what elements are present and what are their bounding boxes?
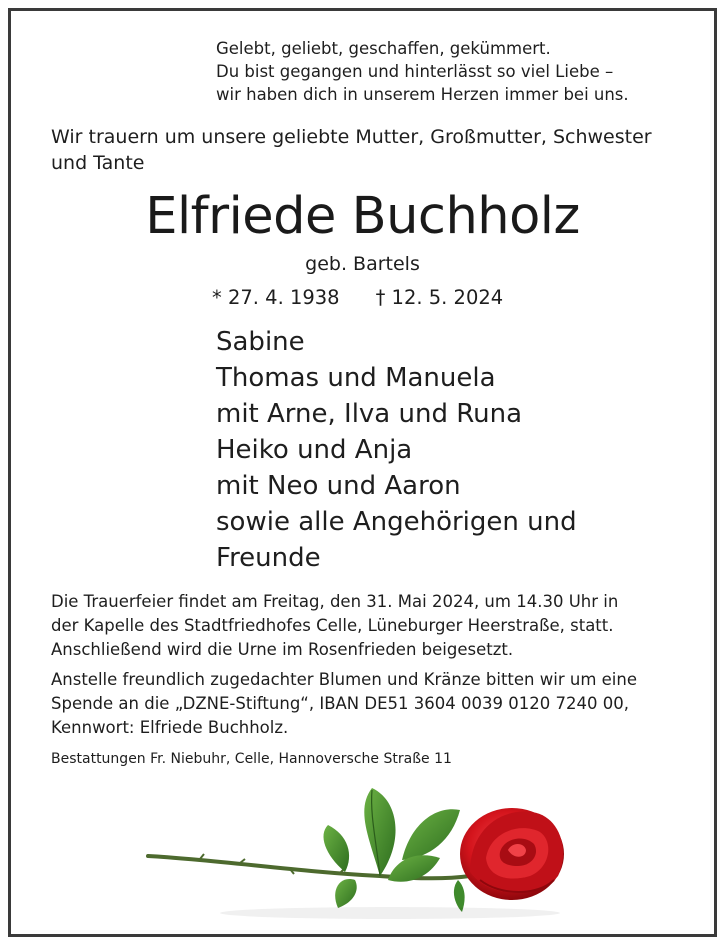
mourner-line: Heiko und Anja xyxy=(216,435,413,465)
birth-date: * 27. 4. 1938 xyxy=(212,286,340,309)
intro-line: Wir trauern um unsere geliebte Mutter, Großmutter, Schwester xyxy=(51,126,652,148)
poem-line: Du bist gegangen und hinterlässt so viel Liebe – xyxy=(216,62,614,81)
mourner-line: mit Neo und Aaron xyxy=(216,471,461,501)
ceremony-line: Die Trauerfeier findet am Freitag, den 31. Mai 2024, um 14.30 Uhr in xyxy=(51,592,619,611)
ceremony-info xyxy=(51,590,675,662)
leaf xyxy=(364,788,395,876)
poem-line: Gelebt, geliebt, geschaffen, gekümmert. xyxy=(216,39,551,58)
ceremony-line: Anschließend wird die Urne im Rosenfrieden beigesetzt. xyxy=(51,640,514,659)
death-date: † 12. 5. 2024 xyxy=(375,286,504,309)
mourner-line: Sabine xyxy=(216,327,305,357)
memorial-poem xyxy=(216,37,629,106)
leaf xyxy=(402,809,460,860)
mourners-list xyxy=(216,324,577,576)
mourner-line: Thomas und Manuela xyxy=(216,363,496,393)
leaf xyxy=(323,825,349,872)
donation-info xyxy=(51,668,675,740)
donation-line: Anstelle freundlich zugedachter Blumen und Kränze bitten wir um eine xyxy=(51,670,637,689)
intro-line: und Tante xyxy=(51,152,145,174)
leaf xyxy=(335,879,357,908)
donation-line: Spende an die „DZNE-Stiftung“, IBAN DE51 3604 0039 0120 7240 00, xyxy=(51,694,629,713)
donation-line: Kennwort: Elfriede Buchholz. xyxy=(51,718,289,737)
mourning-intro xyxy=(51,124,652,176)
life-dates xyxy=(212,285,503,311)
rose-icon xyxy=(140,780,580,925)
mourner-line: mit Arne, Ilva und Runa xyxy=(216,399,523,429)
ceremony-line: der Kapelle des Stadtfriedhofes Celle, Lüneburger Heerstraße, statt. xyxy=(51,616,614,635)
maiden-name: geb. Bartels xyxy=(305,253,420,275)
deceased-name: Elfriede Buchholz xyxy=(145,187,580,246)
mourner-line: sowie alle Angehörigen und xyxy=(216,507,577,537)
undertaker-info: Bestattungen Fr. Niebuhr, Celle, Hannoversche Straße 11 xyxy=(51,751,452,767)
mourner-line: Freunde xyxy=(216,543,321,573)
poem-line: wir haben dich in unserem Herzen immer bei uns. xyxy=(216,85,629,104)
